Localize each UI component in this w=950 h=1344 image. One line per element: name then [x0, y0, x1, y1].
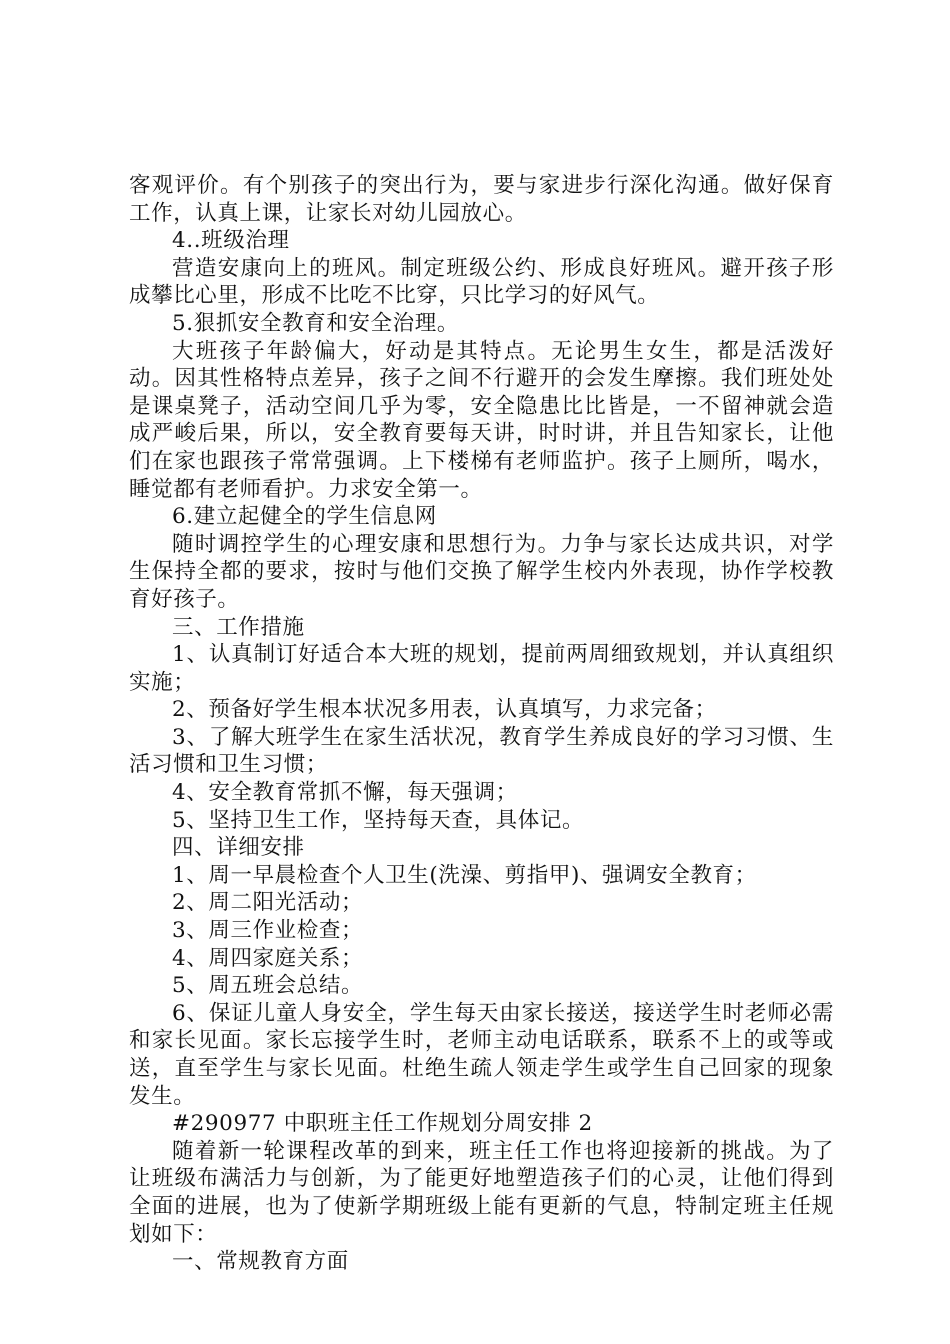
paragraph: 大班孩子年龄偏大，好动是其特点。无论男生女生，都是活泼好动。因其性格特点差异，孩子之间不行避开的会发生摩擦。我们班处处是课桌凳子，活动空间几乎为零，安全隐患比比皆是，一不留神就会造成严峻后果，所以，安全教育要每天讲，时时讲，并且告知家长，让他们在家也跟孩子常常强调。上下楼梯有老师监护。孩子上厕所，喝水，睡觉都有老师看护。力求安全第一。 [129, 338, 834, 502]
paragraph: 6.建立起健全的学生信息网 [172, 504, 437, 530]
list-item: 4、安全教育常抓不懈，每天强调； [172, 780, 518, 806]
list-item: 2、预备好学生根本状况多用表，认真填写，力求完备； [172, 697, 717, 723]
paragraph: 客观评价。有个别孩子的突出行为，要与家进步行深化沟通。做好保育工作，认真上课，让家长对幼儿园放心。 [129, 173, 834, 226]
document-title: #290977 中职班主任工作规划分周安排 2 [172, 1111, 593, 1137]
paragraph: 营造安康向上的班风。制定班级公约、形成良好班风。避开孩子形成攀比心里，形成不比吃不比穿，只比学习的好风气。 [129, 255, 834, 309]
list-item: 1、周一早晨检查个人卫生(洗澡、剪指甲)、强调安全教育； [172, 862, 757, 888]
list-item: 2、周二阳光活动； [172, 890, 364, 916]
paragraph: 5.狠抓安全教育和安全治理。 [172, 310, 459, 336]
list-item: 4、周四家庭关系； [172, 945, 364, 971]
list-item: 1、认真制订好适合本大班的规划，提前两周细致规划，并认真组织实施； [129, 642, 834, 695]
paragraph: 随着新一轮课程改革的到来，班主任工作也将迎接新的挑战。为了让班级布满活力与创新，为了能更好地塑造孩子们的心灵，让他们得到全面的进展，也为了使新学期班级上能有更新的气息，特制定班主任规划如下： [129, 1138, 834, 1247]
list-item: 5、坚持卫生工作，坚持每天查，具体记。 [172, 807, 585, 833]
section-heading: 三、工作措施 [172, 614, 305, 640]
list-item: 3、周三作业检查； [172, 918, 364, 944]
paragraph: 随时调控学生的心理安康和思想行为。力争与家长达成共识，对学生保持全都的要求，按时与他们交换了解学生校内外表现，协作学校教育好孩子。 [129, 531, 834, 612]
section-heading: 一、常规教育方面 [172, 1249, 349, 1275]
list-item: 5、周五班会总结。 [172, 973, 364, 999]
section-heading: 四、详细安排 [172, 835, 305, 861]
document-body [129, 172, 834, 1276]
list-item: 3、了解大班学生在家生活状况，教育学生养成良好的学习习惯、生活习惯和卫生习惯； [129, 724, 834, 778]
paragraph: 4..班级治理 [172, 228, 290, 254]
list-item: 6、保证儿童人身安全，学生每天由家长接送，接送学生时老师必需和家长见面。家长忘接学生时，老师主动电话联系，联系不上的或等或送，直至学生与家长见面。杜绝生疏人领走学生或学生自己回家的现象发生。 [129, 1000, 834, 1109]
